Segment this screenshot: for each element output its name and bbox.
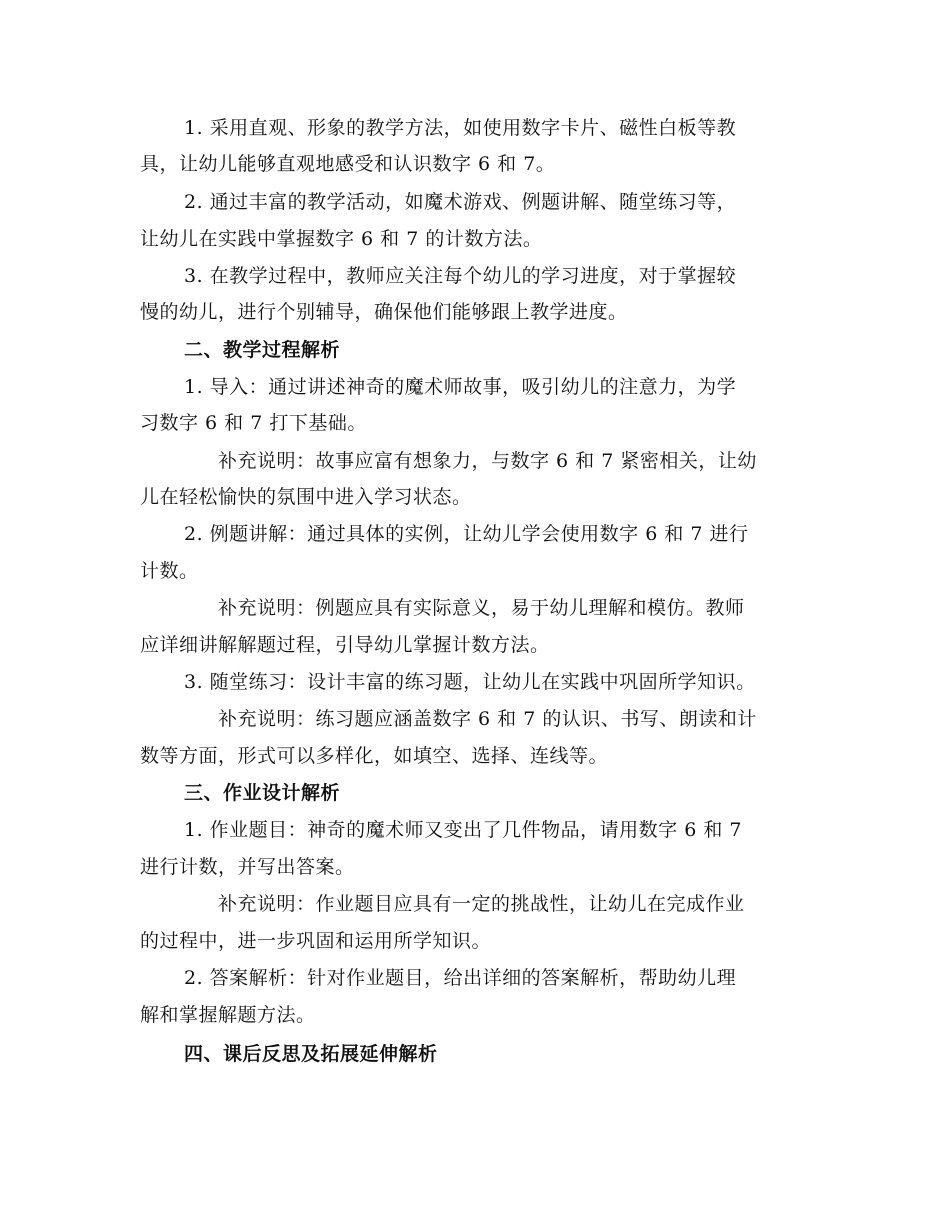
paragraph-line: 慢的幼儿，进行个别辅导，确保他们能够跟上教学进度。 [140, 301, 628, 323]
paragraph-line: 进行计数，并写出答案。 [140, 856, 355, 878]
paragraph-line: 数等方面，形式可以多样化，如填空、选择、连线等。 [140, 745, 609, 767]
paragraph-line: 3. 随堂练习：设计丰富的练习题，让幼儿在实践中巩固所学知识。 [184, 671, 756, 693]
paragraph-line: 1. 采用直观、形象的教学方法，如使用数字卡片、磁性白板等教 [184, 117, 737, 139]
paragraph-line: 习数字 6 和 7 打下基础。 [140, 412, 367, 434]
paragraph-line: 1. 导入：通过讲述神奇的魔术师故事，吸引幼儿的注意力，为学 [184, 376, 737, 398]
note-line: 补充说明：故事应富有想象力，与数字 6 和 7 紧密相关，让幼 [218, 450, 757, 472]
note-line: 补充说明：例题应具有实际意义，易于幼儿理解和模仿。教师 [218, 597, 745, 619]
paragraph-line: 让幼儿在实践中掌握数字 6 和 7 的计数方法。 [140, 228, 543, 250]
section-heading: 三、作业设计解析 [184, 782, 341, 804]
paragraph-line: 计数。 [140, 560, 199, 582]
paragraph-line: 2. 通过丰富的教学活动，如魔术游戏、例题讲解、随堂练习等， [184, 191, 737, 213]
paragraph-line: 解和掌握解题方法。 [140, 1004, 316, 1026]
section-heading: 四、课后反思及拓展延伸解析 [184, 1043, 438, 1065]
paragraph-line: 具，让幼儿能够直观地感受和认识数字 6 和 7。 [140, 153, 556, 175]
paragraph-line: 应详细讲解解题过程，引导幼儿掌握计数方法。 [140, 634, 550, 656]
paragraph-line: 1. 作业题目：神奇的魔术师又变出了几件物品，请用数字 6 和 7 [184, 819, 742, 841]
paragraph-line: 3. 在教学过程中，教师应关注每个幼儿的学习进度，对于掌握较 [184, 265, 737, 287]
paragraph-line: 2. 答案解析：针对作业题目，给出详细的答案解析，帮助幼儿理 [184, 967, 737, 989]
paragraph-line: 儿在轻松愉快的氛围中进入学习状态。 [140, 486, 472, 508]
paragraph-line: 的过程中，进一步巩固和运用所学知识。 [140, 930, 492, 952]
paragraph-line: 2. 例题讲解：通过具体的实例，让幼儿学会使用数字 6 和 7 进行 [184, 523, 749, 545]
section-heading: 二、教学过程解析 [184, 339, 341, 361]
note-line: 补充说明：作业题目应具有一定的挑战性，让幼儿在完成作业 [218, 893, 745, 915]
note-line: 补充说明：练习题应涵盖数字 6 和 7 的认识、书写、朗读和计 [218, 708, 757, 730]
